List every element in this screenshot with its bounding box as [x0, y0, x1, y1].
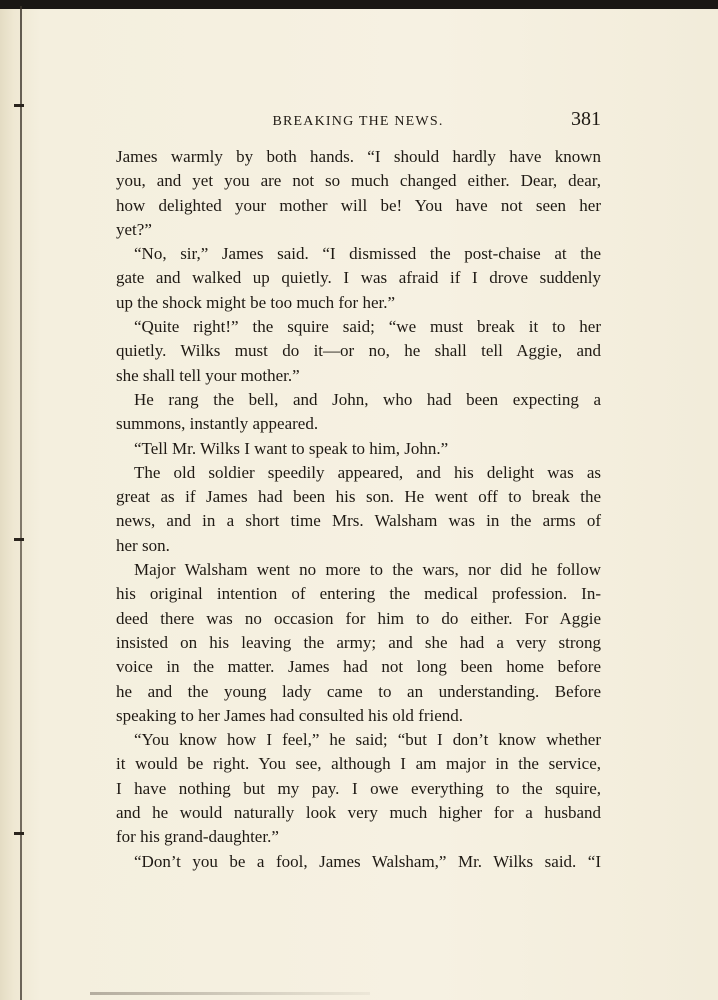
text-line: it would be right. You see, although I am major in the service,: [116, 754, 601, 774]
page-smudge: [90, 992, 370, 995]
book-spine-shadow: [20, 6, 22, 1000]
body-text: [116, 145, 601, 874]
text-line: He rang the bell, and John, who had been expecting a: [134, 389, 601, 409]
text-line: “Don’t you be a fool, James Walsham,” Mr. Wilks said. “I: [134, 851, 601, 871]
running-head: [115, 108, 601, 138]
text-line: The old soldier speedily appeared, and his delight was as: [134, 462, 601, 482]
text-line: “Tell Mr. Wilks I want to speak to him, John.”: [134, 438, 449, 458]
text-line: great as if James had been his son. He went off to break the: [116, 487, 601, 507]
page-top-edge: [0, 0, 718, 9]
text-line: gate and walked up quietly. I was afraid if I drove suddenly: [116, 268, 601, 288]
text-line: Major Walsham went no more to the wars, nor did he follow: [134, 560, 601, 580]
text-line: “No, sir,” James said. “I dismissed the post-chaise at the: [134, 244, 601, 264]
text-line: “Quite right!” the squire said; “we must break it to her: [134, 317, 601, 337]
spine-mark: [14, 104, 24, 107]
text-line: “You know how I feel,” he said; “but I don’t know whether: [134, 730, 601, 750]
text-line: up the shock might be too much for her.”: [116, 292, 396, 312]
chapter-title: BREAKING THE NEWS.: [272, 114, 444, 129]
text-line: and he would naturally look very much higher for a husband: [116, 803, 601, 823]
text-line: speaking to her James had consulted his old friend.: [116, 705, 464, 725]
text-line: news, and in a short time Mrs. Walsham was in the arms of: [116, 511, 601, 531]
text-line: you, and yet you are not so much changed either. Dear, dear,: [116, 171, 601, 191]
text-line: her son.: [116, 535, 170, 555]
text-line: insisted on his leaving the army; and she had a very strong: [116, 632, 601, 652]
text-line: summons, instantly appeared.: [116, 414, 319, 434]
text-line: I have nothing but my pay. I owe everything to the squire,: [116, 778, 601, 798]
text-line: how delighted your mother will be! You have not seen her: [116, 195, 601, 215]
page-number: 381: [571, 108, 601, 130]
text-line: she shall tell your mother.”: [116, 365, 300, 385]
text-line: his original intention of entering the medical profession. In-: [116, 584, 601, 604]
spine-mark: [14, 832, 24, 835]
text-line: he and the young lady came to an understanding. Before: [116, 681, 601, 701]
text-line: yet?”: [116, 219, 152, 239]
text-line: James warmly by both hands. “I should hardly have known: [116, 147, 601, 166]
text-line: voice in the matter. James had not long been home before: [116, 657, 601, 677]
text-line: deed there was no occasion for him to do either. For Aggie: [116, 608, 601, 628]
text-line: for his grand-daughter.”: [116, 827, 279, 847]
text-line: quietly. Wilks must do it—or no, he shall tell Aggie, and: [116, 341, 601, 361]
spine-mark: [14, 538, 24, 541]
